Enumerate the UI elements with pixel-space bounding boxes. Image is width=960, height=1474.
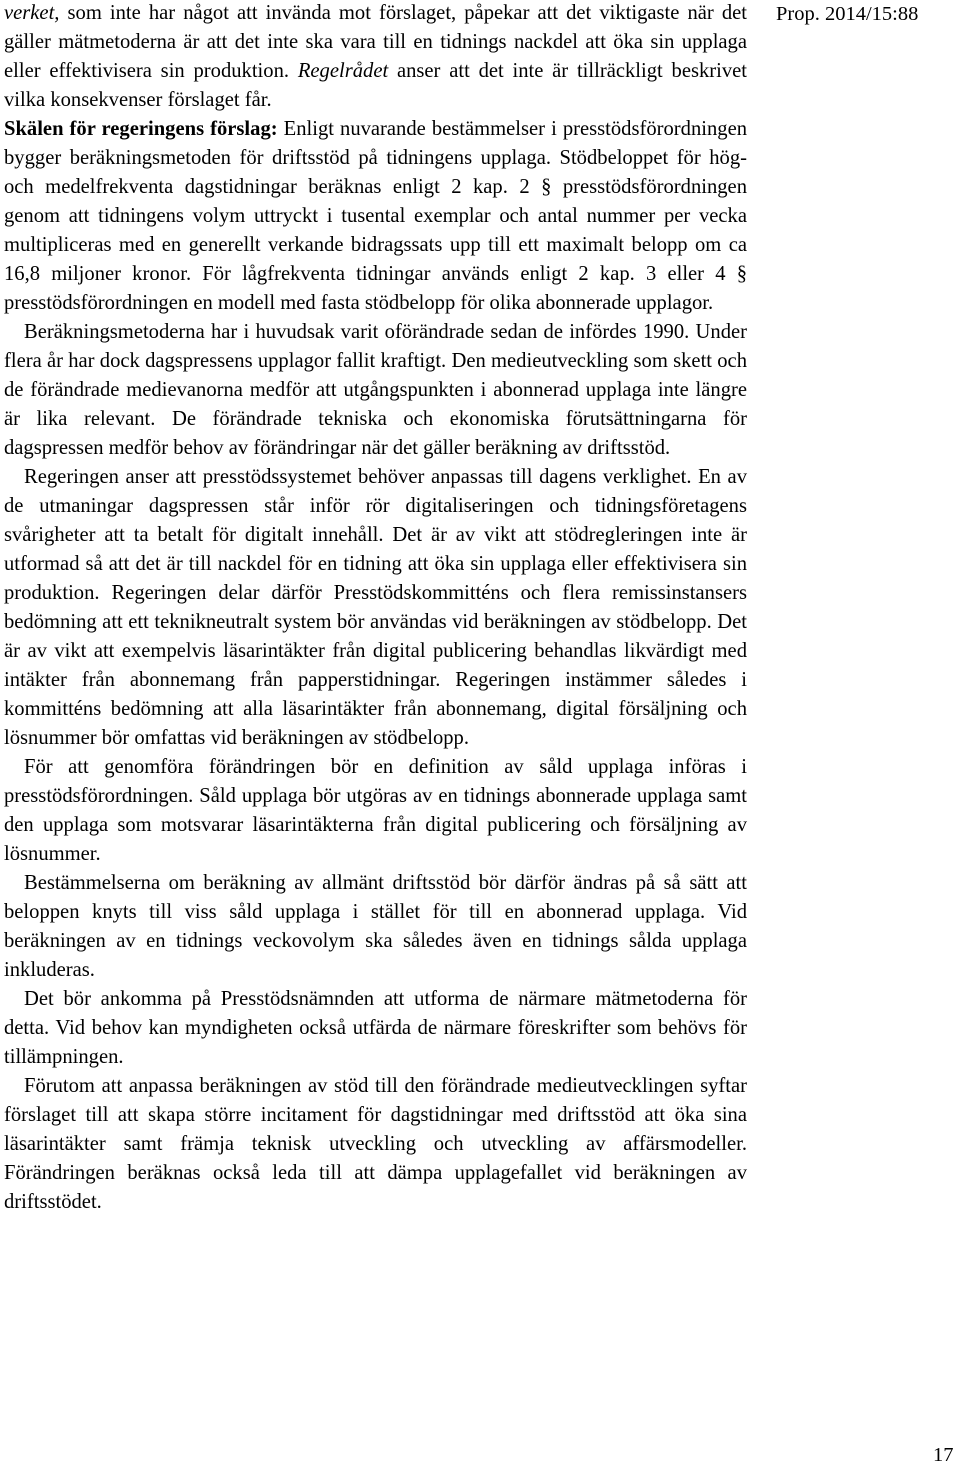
proposition-reference: Prop. 2014/15:88 xyxy=(776,3,919,25)
document-body xyxy=(4,0,747,1217)
intro-paragraph xyxy=(4,0,747,115)
body-paragraph: Regeringen anser att presstödssystemet behöver anpassas till dagens verklighet. En av de utmaningar dagspressen står inför rör digitaliseringen och tidningsföretagens svårigheter att ta betalt för digitalt innehåll. Det är av vikt att stödregleringen inte är utformad så att det är till nackdel för en tidning att öka sin upplaga eller effektivisera sin produktion. Regeringen delar därför Presstödskommitténs och flera remissinstansers bedömning att ett teknikneutralt system bör användas vid beräkningen av stödbelopp. Det är av vikt att exempelvis läsarintäkter från digital publicering behandlas likvärdigt med intäkter från abonnemang från papperstidningar. Regeringen instämmer således i kommitténs bedömning att alla läsarintäkter från abonnemang, digital försäljning och lösnummer bör omfattas vid beräkningen av stödbelopp. xyxy=(4,466,747,749)
body-paragraph: Det bör ankomma på Presstödsnämnden att utforma de närmare mätmetoderna för detta. Vid behov kan myndigheten också utfärda de närmare föreskrifter som behövs för tillämpningen. xyxy=(4,988,747,1068)
body-paragraph: Bestämmelserna om beräkning av allmänt driftsstöd bör därför ändras på så sätt att beloppen knyts till viss såld upplaga i stället för till en abonnerad upplaga. Vid beräkningen av en tidnings veckovolym ska således även en tidnings sålda upplaga inkluderas. xyxy=(4,872,747,981)
paragraph-text: anser att det inte är tillräckligt beskrivet vilka konsekvenser förslaget får. xyxy=(4,60,748,111)
reasons-paragraph xyxy=(4,115,747,318)
reasons-heading: Skälen för regeringens förslag: xyxy=(4,118,278,140)
body-paragraph: För att genomföra förändringen bör en definition av såld upplaga införas i presstödsförordningen. Såld upplaga bör utgöras av en tidnings abonnerade upplaga samt den upplaga som motsvarar läsarintäkterna från digital publicering och försäljning av lösnummer. xyxy=(4,756,747,865)
emphasized-term: Regelrådet xyxy=(297,60,389,82)
emphasized-term: verket, xyxy=(4,2,60,24)
paragraph-text: som inte har något att invända mot förslaget, påpekar att det viktigaste när det gäller mätmetoderna är att det inte ska vara till en tidnings nackdel att öka sin upplaga eller effektivisera sin produktion. xyxy=(4,2,747,82)
body-paragraph: Förutom att anpassa beräkningen av stöd till den förändrade medieutvecklingen syftar förslaget till att skapa större incitament för dagstidningar med driftsstöd att öka sina läsarintäkter samt främja teknisk utveckling och utveckling av affärsmodeller. Förändringen beräknas också leda till att dämpa upplagefallet vid beräkningen av driftsstödet. xyxy=(4,1075,747,1213)
body-paragraph: Beräkningsmetoderna har i huvudsak varit oförändrade sedan de infördes 1990. Under flera år har dock dagspressens upplagor fallit kraftigt. Den medieutveckling som skett och de förändrade medievanorna medför att utgångspunkten i abonnerad upplaga inte längre är lika relevant. De förändrade tekniska och ekonomiska förutsättningarna för dagspressen medför behov av förändringar när det gäller beräkning av driftsstöd. xyxy=(4,321,747,459)
paragraph-text: Enligt nuvarande bestämmelser i presstödsförordningen bygger beräkningsmetoden för driftsstöd på tidningens upplaga. Stödbeloppet för hög- och medelfrekventa dagstidningar beräknas enligt 2 kap. 2 § presstödsförordningen genom att tidningens volym uttryckt i tusental exemplar och antal nummer per vecka multipliceras med en generellt verkande bidragssats upp till ett maximalt belopp om ca 16,8 miljoner kronor. För lågfrekventa tidningar används enligt 2 kap. 3 eller 4 § presstödsförordningen en modell med fasta stödbelopp för olika abonnerade upplagor. xyxy=(4,118,748,314)
page-number: 17 xyxy=(933,1444,954,1466)
